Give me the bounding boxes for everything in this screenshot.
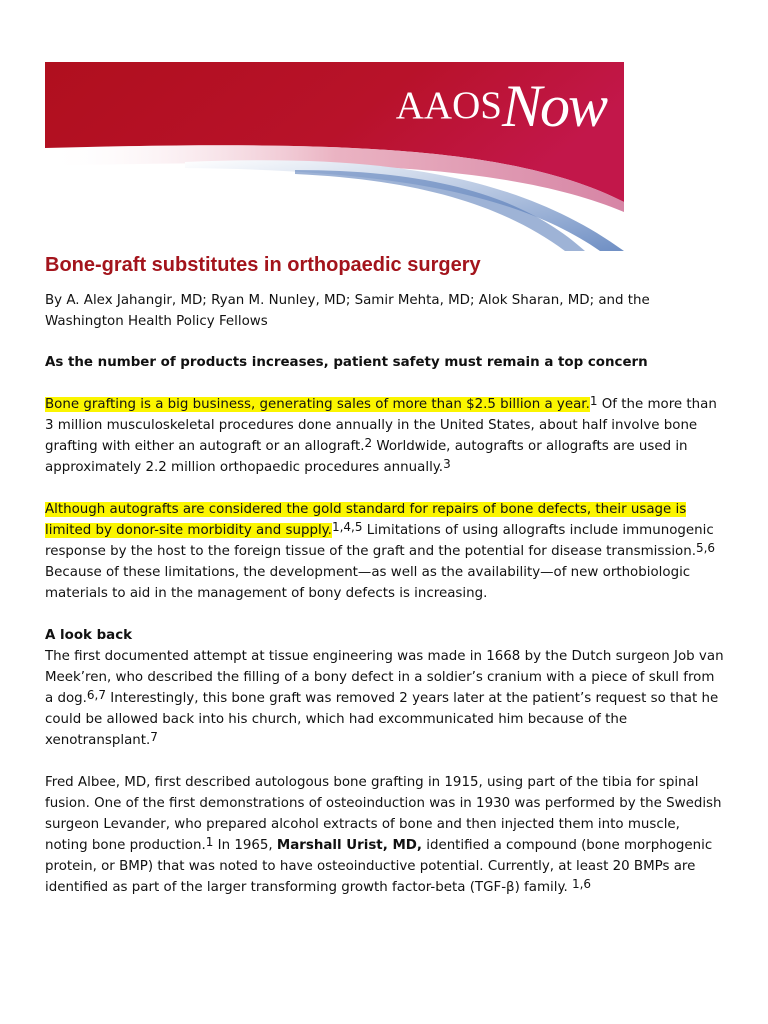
highlighted-text: Bone grafting is a big business, generating sales of more than $2.5 billion a year. (45, 397, 590, 412)
paragraph-text: Limitations of using allografts include immunogenic response by the host to the foreign tissue of the graft and the potential for disease transmission. (45, 523, 714, 559)
footnote-ref: 1,4,5 (331, 520, 363, 534)
footnote-ref: 3 (443, 457, 451, 471)
paragraph-2 (45, 499, 725, 604)
footnote-ref: 6,7 (86, 688, 107, 702)
footnote-ref: 1 (205, 835, 214, 849)
aaos-now-banner (45, 62, 624, 251)
article-byline: By A. Alex Jahangir, MD; Ryan M. Nunley, MD; Samir Mehta, MD; Alok Sharan, MD; and the Washington Health Policy Fellows (45, 293, 650, 329)
highlighted-text: Although autografts are considered the gold standard for repairs of bone defects, their usage is limited by donor-site morbidity and supply. (45, 502, 687, 538)
footnote-ref: 2 (364, 436, 373, 450)
paragraph-4 (45, 772, 725, 898)
article-title: Bone-graft substitutes in orthopaedic surgery (45, 254, 481, 276)
logo-prefix: AAOS (395, 84, 502, 127)
bold-name: Marshall Urist, MD, (276, 838, 422, 853)
article-deck: As the number of products increases, patient safety must remain a top concern (45, 355, 648, 370)
logo-suffix: Now (501, 73, 606, 139)
footnote-ref: 1 (589, 394, 598, 408)
paragraph-text: The first documented attempt at tissue engineering was made in 1668 by the Dutch surgeon Job van Meek’ren, who described the filling of a bony defect in a soldier’s cranium with a piece of skull from a dog. (45, 649, 724, 706)
paragraph-3 (45, 646, 725, 751)
paragraph-text: Fred Albee, MD, first described autologous bone grafting in 1915, using part of the tibia for spinal fusion. One of the first demonstrations of osteoinduction was in 1930 was performed by the Swedish surgeon Levander, who prepared alcohol extracts of bone and then injected them into muscle, noting bone production. (45, 775, 722, 853)
footnote-ref: 5,6 (695, 541, 716, 555)
paragraph-text: In 1965, (213, 838, 277, 853)
footnote-ref: 1,6 (571, 877, 592, 891)
paragraph-text: identified a compound (bone morphogenic protein, or BMP) that was noted to have osteoinductive potential. Currently, at least 20 BMPs are identified as part of the larger transforming growth factor-beta (TGF-β) family. (45, 838, 713, 895)
paragraph-text: Because of these limitations, the development—as well as the availability—of new orthobiologic materials to aid in the management of bony defects is increasing. (45, 565, 691, 601)
section-heading: A look back (45, 628, 133, 643)
article-body (45, 252, 725, 898)
aaos-now-logo (395, 73, 606, 139)
paragraph-1 (45, 394, 725, 478)
paragraph-text: Worldwide, autografts or allografts are used in approximately 2.2 million orthopaedic procedures annually. (45, 439, 688, 475)
footnote-ref: 7 (150, 730, 158, 744)
paragraph-text: Interestingly, this bone graft was removed 2 years later at the patient’s request so that he could be allowed back into his church, which had excommunicated him because of the xenotransplant. (45, 691, 719, 748)
paragraph-text: Of the more than 3 million musculoskeletal procedures done annually in the United States, about half involve bone grafting with either an autograft or an allograft. (45, 397, 717, 454)
